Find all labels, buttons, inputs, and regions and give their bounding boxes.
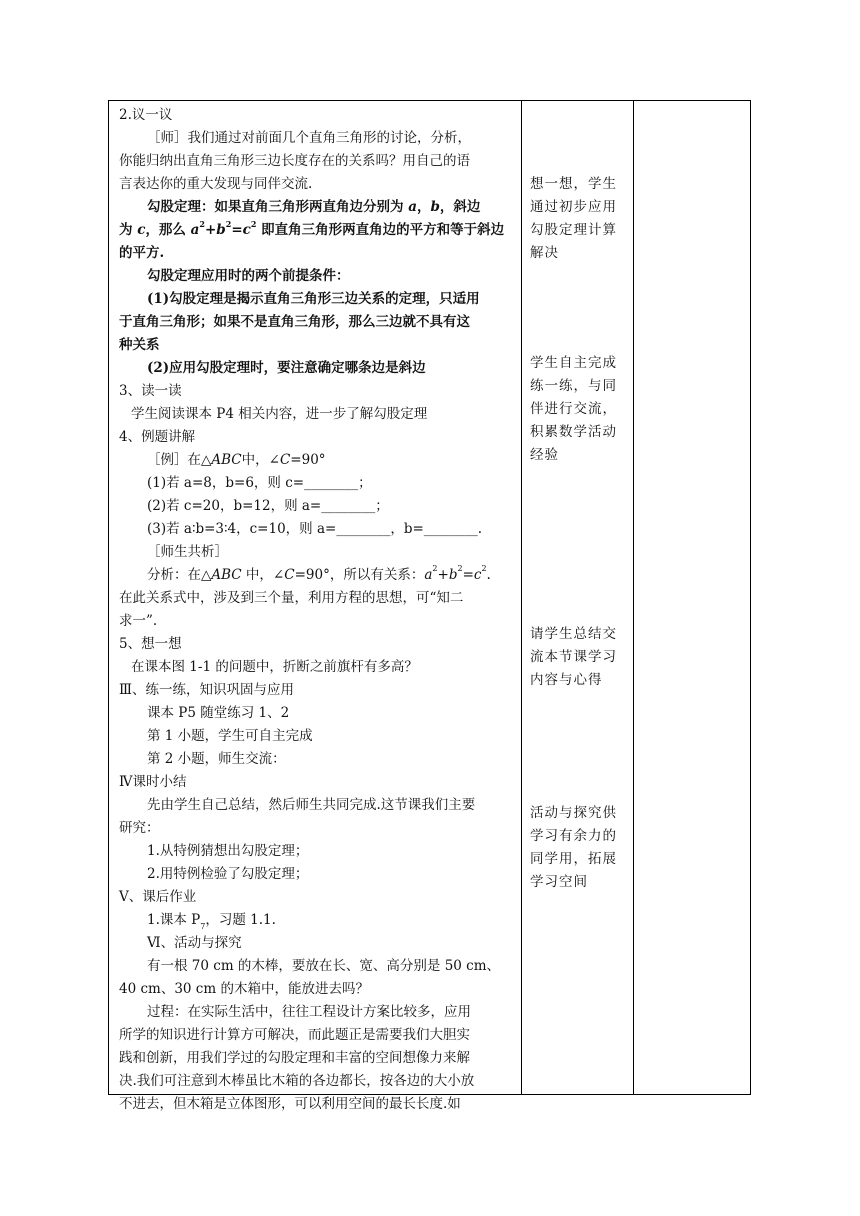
text-line: 40 cm、30 cm 的木箱中，能放进去吗？ (119, 981, 369, 997)
note-line: 同学用，拓展 (530, 851, 617, 867)
text-line: 过程：在实际生活中，往往工程设计方案比较多，应用 (147, 1004, 471, 1020)
main-content-column (119, 104, 519, 1116)
section-summary: Ⅳ课时小结 (119, 774, 187, 790)
text-line: (2)若 c=20，b=12，则 a=________； (147, 498, 389, 514)
note-line: 活动与探究供 (530, 805, 617, 821)
text-line: 求一”. (119, 613, 158, 629)
column-divider-2 (633, 101, 634, 1094)
text-line: ［例］在△ABC中，∠C=90° (147, 452, 326, 468)
text-line: (1)勾股定理是揭示直角三角形三边关系的定理，只适用 (147, 291, 480, 307)
note-line: 学生自主完成 (530, 355, 617, 371)
text-line: (1)若 a=8，b=6，则 c=________； (147, 475, 372, 491)
text-line: 言表达你的重大发现与同伴交流. (119, 176, 313, 192)
text-line: 2.用特例检验了勾股定理； (147, 866, 309, 882)
note-line: 请学生总结交 (530, 626, 617, 642)
text-line: 践和创新，用我们学过的勾股定理和丰富的空间想像力来解 (119, 1050, 470, 1066)
note-line: 想一想，学生 (530, 176, 617, 192)
note-line: 伴进行交流， (530, 401, 617, 417)
note-block-3 (530, 623, 626, 692)
section-activity: Ⅵ、活动与探究 (147, 935, 242, 951)
text-line: ［师生共析］ (147, 544, 228, 560)
text-line: 研究： (119, 820, 160, 836)
note-line: 学习空间 (530, 874, 588, 890)
section-read: 3、读一读 (119, 383, 182, 399)
text-line: (2)应用勾股定理时，要注意确定哪条边是斜边 (147, 360, 426, 376)
theorem-line: 勾股定理：如果直角三角形两直角边分别为 a，b，斜边 (147, 199, 481, 215)
text-line: 先由学生自己总结，然后师生共同完成.这节课我们主要 (147, 797, 476, 813)
note-block-1 (530, 173, 626, 265)
text-line: 不进去，但木箱是立体图形，可以利用空间的最长长度.如 (119, 1096, 461, 1112)
text-line: 1.课本 P7，习题 1.1. (147, 912, 276, 931)
note-line: 通过初步应用 (530, 199, 617, 215)
note-line: 积累数学活动 (530, 424, 617, 440)
note-block-2 (530, 352, 626, 467)
text-line: 课本 P5 随堂练习 1、2 (147, 705, 290, 721)
text-line: ［师］我们通过对前面几个直角三角形的讨论，分析， (147, 130, 471, 146)
section-homework: Ⅴ、课后作业 (119, 889, 197, 905)
text-line: 勾股定理应用时的两个前提条件： (147, 268, 350, 284)
theorem-line: 的平方. (119, 245, 165, 261)
text-line: 决.我们可注意到木棒虽比木箱的各边都长，按各边的大小放 (119, 1073, 475, 1089)
note-line: 内容与心得 (530, 672, 603, 688)
text-line: 学生阅读课本 P4 相关内容，进一步了解勾股定理 (131, 406, 428, 422)
theorem-line: 为 c，那么 $a^2+b^2=c^2$ 即直角三角形两直角边的平方和等于斜边 (119, 219, 505, 238)
text-line: 分析：在△ABC 中，∠C=90°，所以有关系：$a^2+b^2=c^2$. (147, 564, 491, 583)
section-discuss: 2.议一议 (119, 107, 173, 123)
text-line: 第 2 小题，师生交流： (147, 751, 286, 767)
note-line: 学习有余力的 (530, 828, 617, 844)
lesson-plan-table (108, 100, 751, 1112)
text-line: 于直角三角形；如果不是直角三角形，那么三边就不具有这 (119, 314, 470, 330)
text-line: 有一根 70 cm 的木棒，要放在长、宽、高分别是 50 cm、 (147, 958, 501, 974)
note-line: 流本节课学习 (530, 649, 617, 665)
text-line: 在此关系式中，涉及到三个量，利用方程的思想，可“知二 (119, 590, 464, 606)
text-line: 第 1 小题，学生可自主完成 (147, 728, 313, 744)
text-line: 你能归纳出直角三角形三边长度存在的关系吗？用自己的语 (119, 153, 470, 169)
note-line: 解决 (530, 245, 559, 261)
text-line: 1.从特例猜想出勾股定理； (147, 843, 309, 859)
text-line: 种关系 (119, 337, 160, 353)
column-divider-1 (521, 101, 522, 1094)
note-line: 练一练，与同 (530, 378, 617, 394)
section-practice: Ⅲ、练一练，知识巩固与应用 (119, 682, 295, 698)
note-line: 勾股定理计算 (530, 222, 617, 238)
section-think: 5、想一想 (119, 636, 182, 652)
text-line: 所学的知识进行计算方可解决，而此题正是需要我们大胆实 (119, 1027, 470, 1043)
text-line: 在课本图 1-1 的问题中，折断之前旗杆有多高？ (131, 659, 418, 675)
note-line: 经验 (530, 447, 559, 463)
section-example: 4、例题讲解 (119, 429, 196, 445)
note-block-4 (530, 802, 626, 894)
text-line: (3)若 a∶b=3∶4，c=10，则 a=________，b=________. (147, 521, 483, 537)
